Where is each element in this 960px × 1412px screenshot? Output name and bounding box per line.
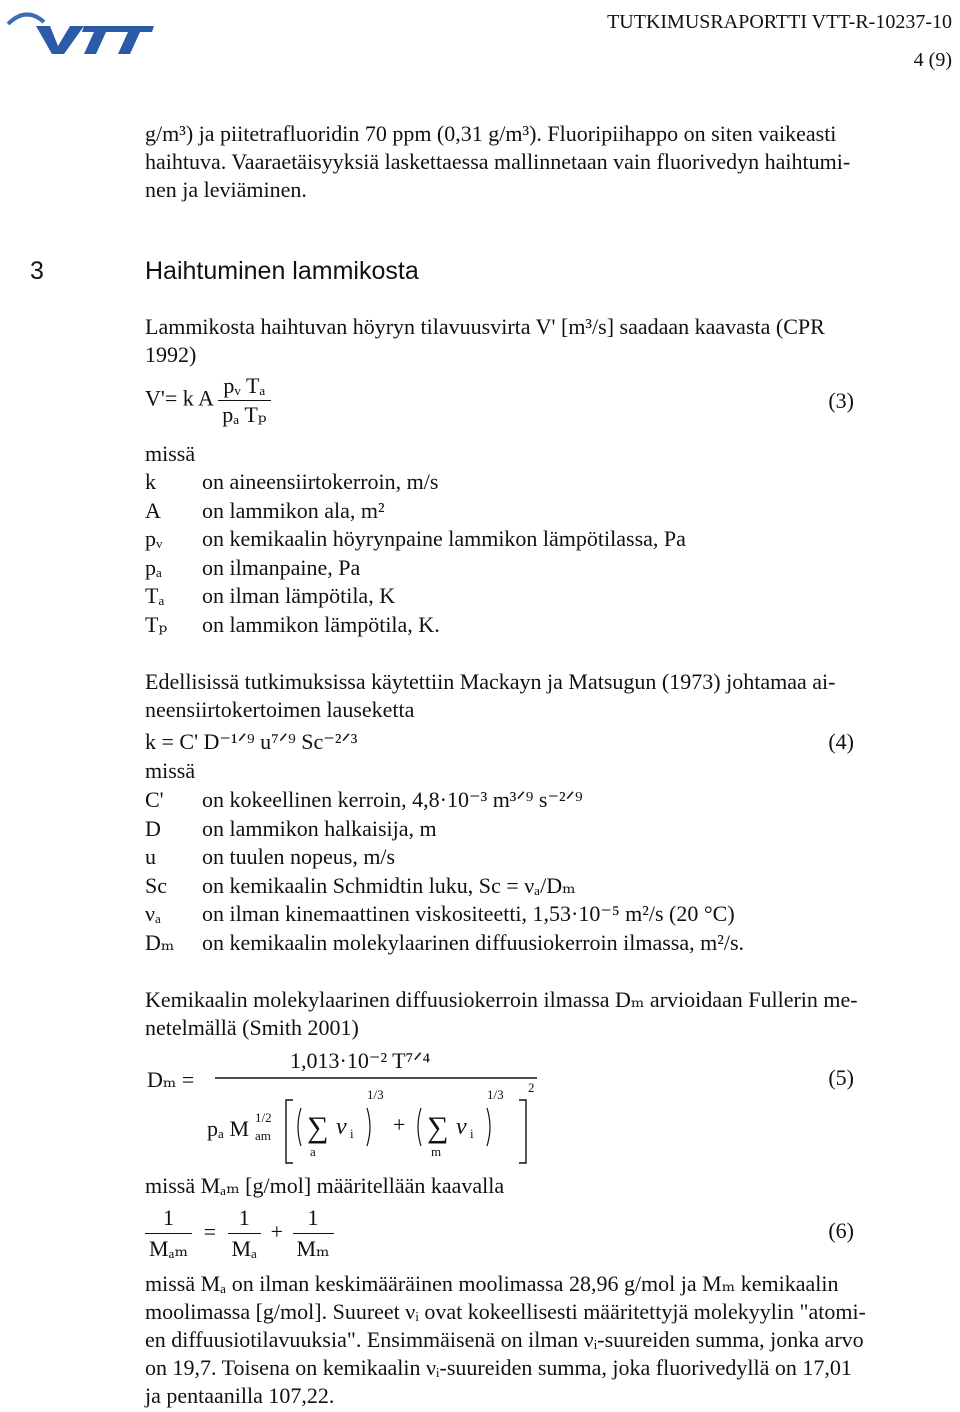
eq5-sum-m: m <box>431 1144 442 1159</box>
eq5-sum-a: a <box>310 1144 316 1159</box>
eq6-fraction <box>145 1203 192 1264</box>
intro-paragraph <box>145 120 925 204</box>
eq6-plus: + <box>270 1218 283 1244</box>
equation-number: (5) <box>828 1065 854 1090</box>
section-number: 3 <box>30 257 44 285</box>
definition-text: on aineensiirtokerroin, m/s <box>202 469 439 494</box>
definition-text: on kokeellinen kerroin, 4,8·10⁻³ m³ᐟ⁹ s⁻²ᐟ⁹ <box>202 787 583 812</box>
right-bracket <box>519 1100 526 1163</box>
left-paren <box>418 1108 421 1146</box>
text-line: ja pentaanilla 107,22. <box>145 1383 335 1408</box>
definitions-list-2 <box>145 786 744 958</box>
text-line: haihtuva. Vaaraetäisyyksiä laskettaessa mallinnetaan vain fluorivedyn haihtumi- <box>145 149 851 174</box>
eq3-numerator: pᵥ Tₐ <box>218 372 270 401</box>
definition-text: on kemikaalin Schmidtin luku, Sc = νₐ/Dₘ <box>202 872 576 898</box>
eq5-numerator: 1,013·10⁻² T⁷ᐟ⁴ <box>290 1048 431 1073</box>
definition-row <box>145 872 744 901</box>
left-bracket <box>286 1100 293 1163</box>
definition-text: on tuulen nopeus, m/s <box>202 844 396 870</box>
eq6-numerator: 1 <box>145 1203 192 1234</box>
eq5-exp: 2 <box>528 1080 535 1095</box>
definition-text: on kemikaalin höyrynpaine lammikon lämpötilassa, Pa <box>202 526 686 552</box>
report-id: TUTKIMUSRAPORTTI VTT-R-10237-10 <box>607 11 952 33</box>
paragraph-1 <box>145 313 925 369</box>
vtt-logo <box>6 4 156 54</box>
eq6-numerator: 1 <box>228 1203 262 1234</box>
text-line: Lammikosta haihtuvan höyryn tilavuusvirta V' [m³/s] saadaan kaavasta (CPR <box>145 314 825 339</box>
equation-number: (3) <box>828 388 854 413</box>
definition-text: on kemikaalin molekylaarinen diffuusiokerroin ilmassa, m²/s. <box>202 929 745 955</box>
eq5-den-exp: 1/2 <box>255 1110 272 1125</box>
eq6-denominator: Mₐ <box>231 1236 258 1261</box>
paragraph-2 <box>145 668 925 724</box>
eq5-exp: 1/3 <box>487 1087 504 1102</box>
definition-symbol: pₐ <box>145 554 163 580</box>
equation-number: (6) <box>828 1218 854 1243</box>
eq5-nu: ν <box>336 1114 347 1140</box>
missa-label: missä <box>145 758 196 783</box>
definition-symbol: νₐ <box>145 901 161 927</box>
text-line: 1992) <box>145 342 197 367</box>
definition-symbol: u <box>145 844 156 870</box>
left-paren <box>298 1108 301 1146</box>
definition-row <box>145 900 744 929</box>
eq6-numerator: 1 <box>293 1203 334 1234</box>
paragraph-4: missä Mₐₘ [g/mol] määritellään kaavalla <box>145 1173 505 1198</box>
definition-text: on lammikon ala, m² <box>202 497 385 523</box>
eq5-nu-sub: i <box>350 1126 354 1141</box>
eq5-den-sub: am <box>255 1128 271 1143</box>
definition-text: on ilman lämpötila, K <box>202 583 396 609</box>
definitions-list-1 <box>145 468 686 640</box>
eq6-denominator: Mₐₘ <box>149 1236 189 1261</box>
page-header <box>607 10 952 72</box>
section-title: Haihtuminen lammikosta <box>145 257 419 285</box>
missa-label: missä <box>145 441 196 466</box>
definition-text: on ilman kinemaattinen viskositeetti, 1,53·10⁻⁵ m²/s (20 °C) <box>202 901 735 927</box>
definition-row <box>145 468 686 497</box>
eq5-den-left: pₐ M <box>207 1116 250 1141</box>
equation-number: (4) <box>828 729 854 754</box>
definition-row <box>145 554 686 583</box>
sigma-icon: ∑ <box>307 1111 329 1144</box>
sigma-icon: ∑ <box>427 1111 449 1144</box>
right-paren <box>487 1108 490 1146</box>
eq6-denominator: Mₘ <box>296 1236 330 1261</box>
definition-symbol: Tₐ <box>145 583 165 609</box>
page-number: 4 (9) <box>913 49 952 71</box>
eq6-fraction <box>228 1203 262 1264</box>
definition-symbol: Tₚ <box>145 611 168 637</box>
text-line: missä Mₐ on ilman keskimääräinen moolimassa 28,96 g/mol ja Mₘ kemikaalin <box>145 1271 839 1296</box>
eq5-plus: + <box>393 1112 406 1137</box>
definition-text: on lammikon lämpötila, K. <box>202 611 440 637</box>
eq6-equals: = <box>203 1218 216 1244</box>
eq5-lhs: Dₘ = <box>147 1067 195 1092</box>
definition-text: on lammikon halkaisija, m <box>202 815 437 841</box>
definition-row <box>145 582 686 611</box>
eq3-denominator: pₐ Tₚ <box>222 402 267 427</box>
equation-4: k = C' D⁻¹ᐟ⁹ u⁷ᐟ⁹ Sc⁻²ᐟ³ <box>145 729 358 754</box>
text-line: en diffuusiotilavuuksia". Ensimmäisenä on ilman νᵢ-suureiden summa, jonka arvo <box>145 1327 864 1352</box>
definition-row <box>145 929 744 958</box>
right-paren <box>367 1108 370 1146</box>
definition-row <box>145 815 744 844</box>
equation-5 <box>145 1042 545 1172</box>
text-line: Edellisissä tutkimuksissa käytettiin Mackayn ja Matsugun (1973) johtamaa ai- <box>145 669 836 694</box>
definition-symbol: D <box>145 815 161 841</box>
definition-row <box>145 497 686 526</box>
paragraph-3 <box>145 986 925 1042</box>
text-line: moolimassa [g/mol]. Suureet νᵢ ovat kokeellisesti määritettyjä molekyylin "atomi- <box>145 1299 866 1324</box>
definition-symbol: Sc <box>145 872 167 898</box>
text-line: Kemikaalin molekylaarinen diffuusiokerroin ilmassa Dₘ arvioidaan Fullerin me- <box>145 987 858 1012</box>
equation-6 <box>145 1203 334 1264</box>
equation-3 <box>145 372 271 429</box>
text-line: neensiirtokertoimen lauseketta <box>145 697 415 722</box>
definition-row <box>145 525 686 554</box>
definition-symbol: C' <box>145 787 164 812</box>
definition-symbol: k <box>145 469 156 494</box>
definition-text: on ilmanpaine, Pa <box>202 554 361 580</box>
text-line: g/m³) ja piitetrafluoridin 70 ppm (0,31 g/m³). Fluoripiihappo on siten vaikeasti <box>145 121 837 146</box>
definition-row <box>145 611 686 640</box>
eq3-lhs: V'= k A <box>145 385 213 411</box>
eq6-fraction <box>293 1203 334 1264</box>
text-line: on 19,7. Toisena on kemikaalin νᵢ-suureiden summa, joka fluorivedyllä on 17,01 <box>145 1355 852 1380</box>
eq3-fraction <box>218 372 270 429</box>
text-line: nen ja leviäminen. <box>145 177 307 202</box>
paragraph-5 <box>145 1270 925 1410</box>
eq5-nu: ν <box>456 1114 467 1140</box>
definition-symbol: pᵥ <box>145 526 163 552</box>
eq5-exp: 1/3 <box>367 1087 384 1102</box>
text-line: netelmällä (Smith 2001) <box>145 1015 359 1040</box>
definition-symbol: Dₘ <box>145 929 175 955</box>
definition-symbol: A <box>145 497 161 523</box>
definition-row <box>145 843 744 872</box>
definition-row <box>145 786 744 815</box>
eq5-nu-sub: i <box>470 1126 474 1141</box>
